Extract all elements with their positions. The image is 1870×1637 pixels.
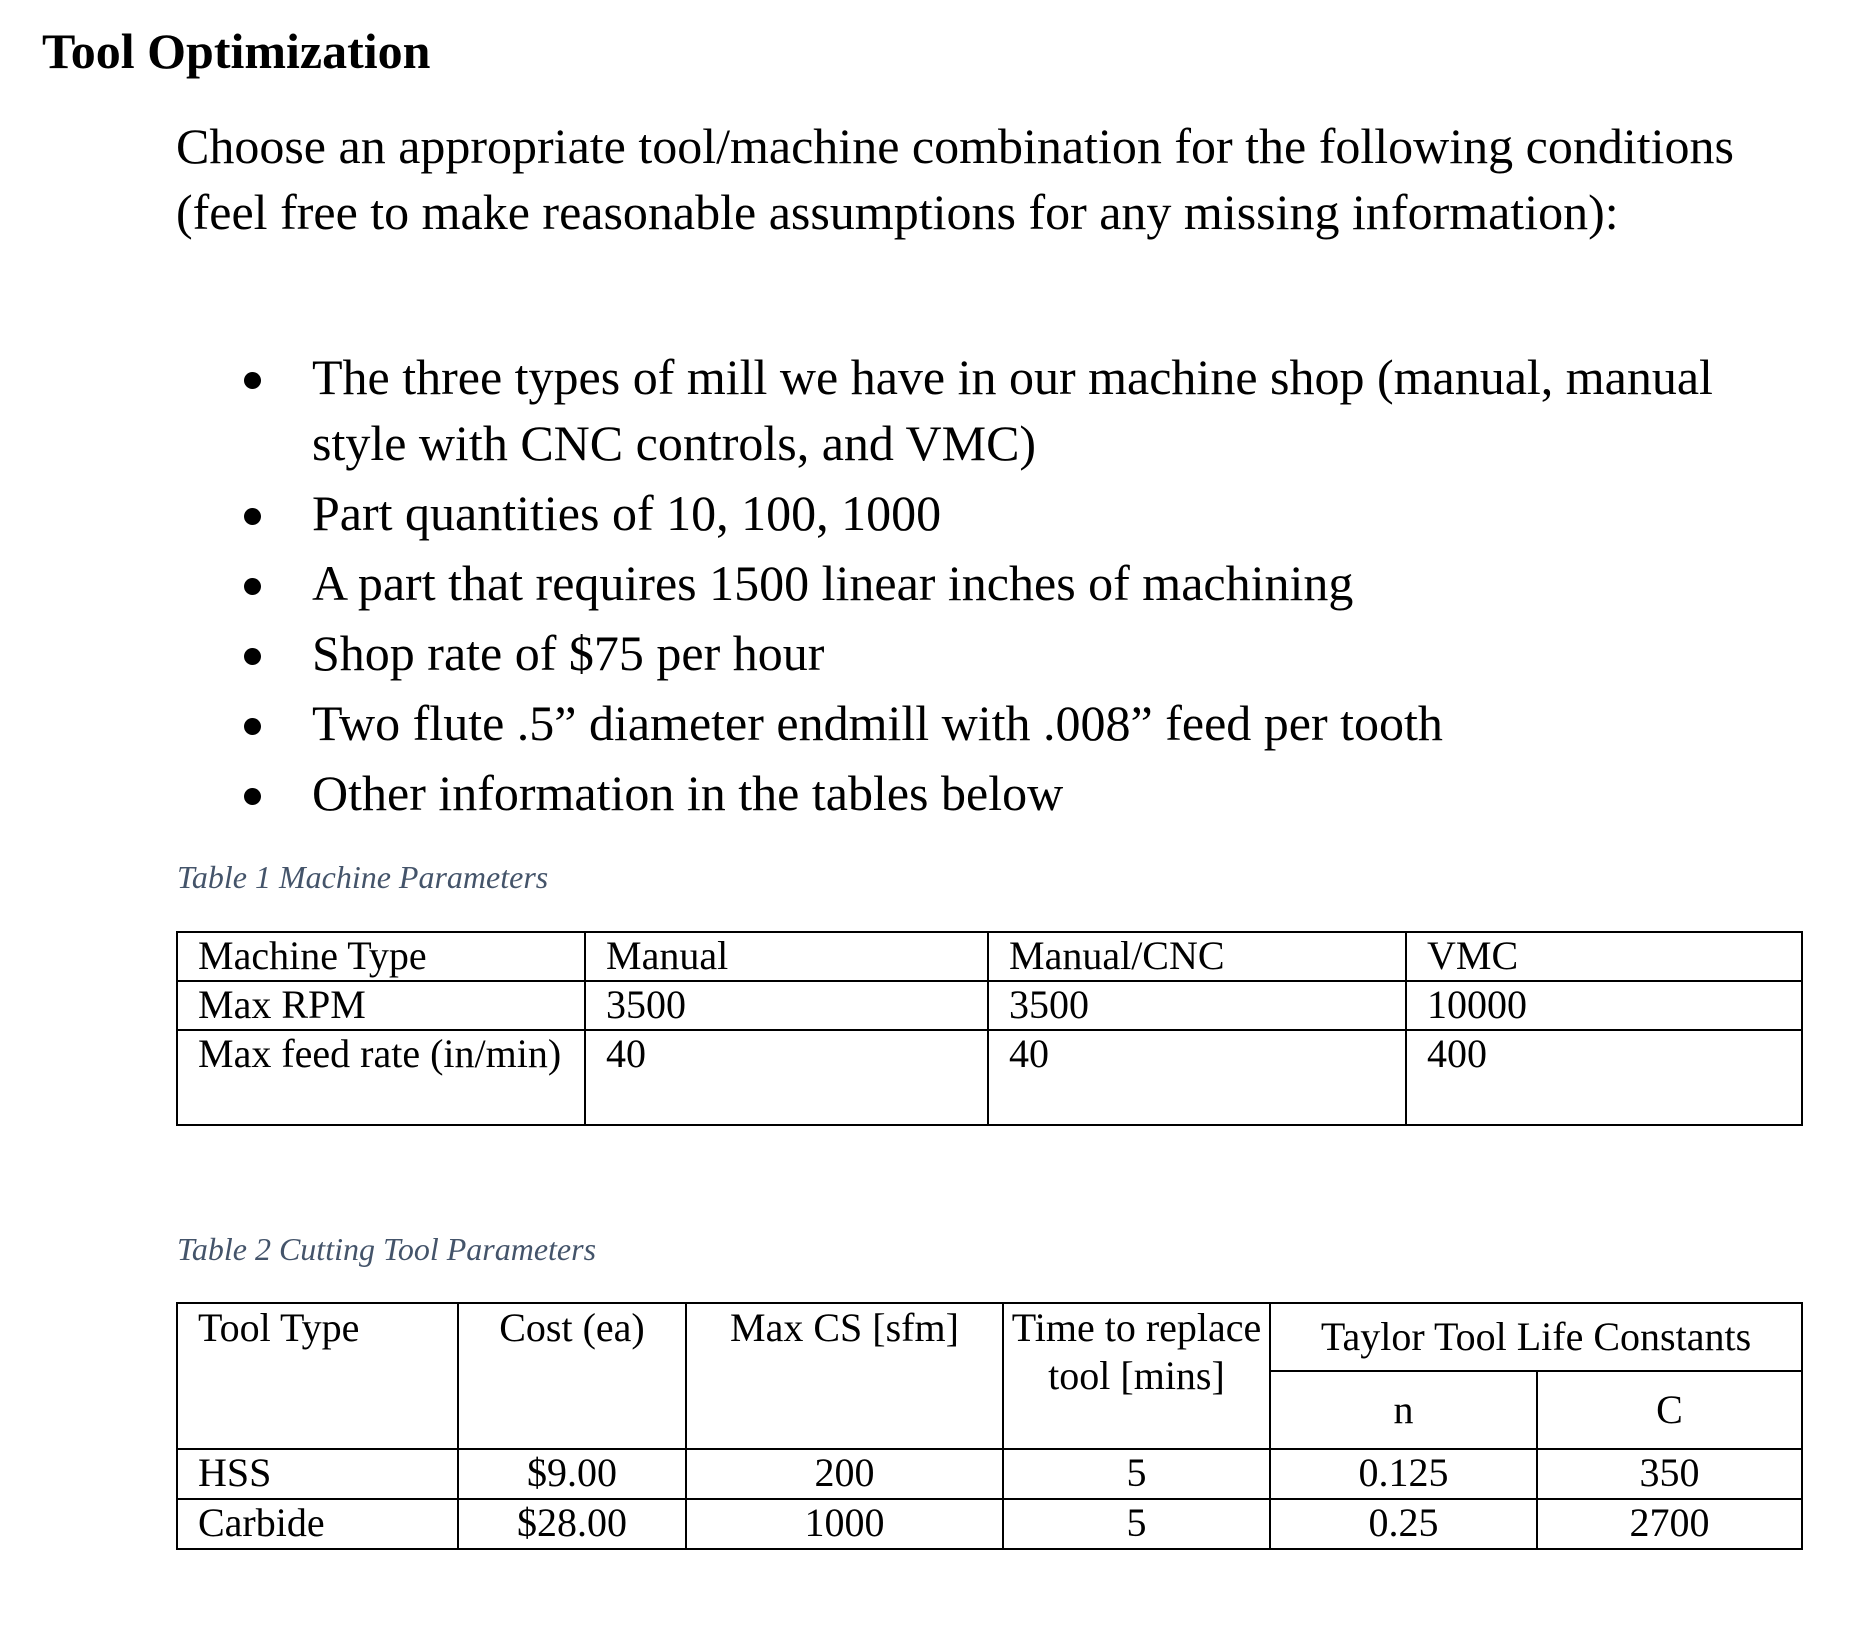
table-cell: 200: [686, 1449, 1003, 1499]
list-item-text: A part that requires 1500 linear inches of machining: [312, 555, 1354, 611]
bullet-icon: [244, 508, 261, 525]
table-cell: 5: [1003, 1499, 1270, 1549]
cutting-tool-parameters-table: [176, 1302, 1803, 1550]
table-cell: Manual/CNC: [988, 932, 1406, 981]
header-time-to-replace: Time to replace tool [mins]: [1003, 1303, 1270, 1449]
table-row: [177, 1499, 1802, 1549]
table-header-row: [177, 1303, 1802, 1371]
table-cell: Max feed rate (in/min): [177, 1030, 585, 1125]
table-row: [177, 932, 1802, 981]
header-taylor-constants: Taylor Tool Life Constants: [1270, 1303, 1802, 1371]
table-cell: Max RPM: [177, 981, 585, 1030]
list-item-text: The three types of mill we have in our machine shop (manual, manual style with CNC controls, and VMC): [312, 349, 1713, 471]
machine-parameters-table: [176, 931, 1803, 1126]
header-cost: Cost (ea): [458, 1303, 686, 1449]
table2-caption: Table 2 Cutting Tool Parameters: [177, 1231, 597, 1267]
intro-paragraph: Choose an appropriate tool/machine combination for the following conditions (feel free to make reasonable assumptions for any missing information):: [176, 118, 1734, 240]
bullet-icon: [244, 648, 261, 665]
bullet-icon: [244, 372, 261, 389]
table-row: [177, 1449, 1802, 1499]
table-cell: $28.00: [458, 1499, 686, 1549]
list-item-text: Other information in the tables below: [312, 765, 1064, 821]
table-cell: 3500: [988, 981, 1406, 1030]
table-cell: 5: [1003, 1449, 1270, 1499]
list-item-text: Two flute .5” diameter endmill with .008” feed per tooth: [312, 695, 1443, 751]
conditions-list: [176, 344, 1816, 830]
table-cell: 0.25: [1270, 1499, 1537, 1549]
header-c: C: [1537, 1371, 1802, 1449]
table-cell: 3500: [585, 981, 988, 1030]
table-cell: Carbide: [177, 1499, 458, 1549]
bullet-icon: [244, 788, 261, 805]
list-item: [176, 480, 1816, 546]
header-tool-type: Tool Type: [177, 1303, 458, 1449]
list-item: [176, 760, 1816, 826]
page-title: Tool Optimization: [42, 23, 431, 79]
table-cell: VMC: [1406, 932, 1802, 981]
table-row: [177, 1030, 1802, 1125]
table-cell: 2700: [1537, 1499, 1802, 1549]
header-n: n: [1270, 1371, 1537, 1449]
bullet-icon: [244, 578, 261, 595]
table-cell: 10000: [1406, 981, 1802, 1030]
table-cell: 40: [585, 1030, 988, 1125]
list-item: [176, 620, 1816, 686]
table-cell: 350: [1537, 1449, 1802, 1499]
list-item: [176, 344, 1816, 476]
table-cell: $9.00: [458, 1449, 686, 1499]
table-cell: Machine Type: [177, 932, 585, 981]
table-cell: 400: [1406, 1030, 1802, 1125]
table1-caption: Table 1 Machine Parameters: [177, 859, 549, 895]
list-item: [176, 690, 1816, 756]
table-cell: 0.125: [1270, 1449, 1537, 1499]
table-row: [177, 981, 1802, 1030]
header-max-cs: Max CS [sfm]: [686, 1303, 1003, 1449]
table-cell: Manual: [585, 932, 988, 981]
list-item-text: Shop rate of $75 per hour: [312, 625, 825, 681]
list-item: [176, 550, 1816, 616]
list-item-text: Part quantities of 10, 100, 1000: [312, 485, 942, 541]
table-cell: HSS: [177, 1449, 458, 1499]
table-cell: 1000: [686, 1499, 1003, 1549]
bullet-icon: [244, 718, 261, 735]
table-cell: 40: [988, 1030, 1406, 1125]
